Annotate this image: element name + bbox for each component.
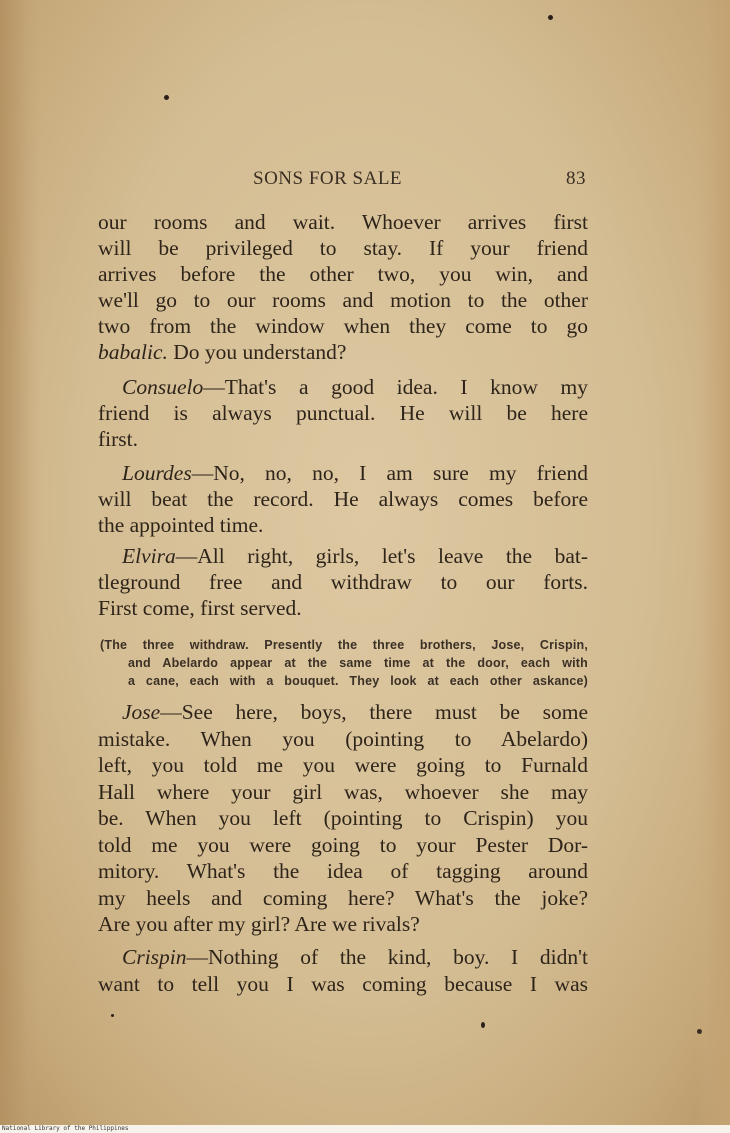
dialogue-elvira xyxy=(98,543,588,621)
ink-speck xyxy=(548,15,553,20)
text-line: Crispin—Nothing of the kind, boy. I didn't xyxy=(122,945,588,969)
ink-speck xyxy=(164,95,169,100)
text-line: told me you were going to your Pester Dor- xyxy=(98,832,588,857)
text-line: Are you after my girl? Are we rivals? xyxy=(98,912,420,936)
text-line: left, you told me you were going to Furnald xyxy=(98,753,588,777)
ink-speck xyxy=(697,1029,702,1034)
speaker-name: Crispin xyxy=(122,945,187,969)
stage-line: and Abelardo appear at the same time at the door, each with xyxy=(128,656,588,670)
text-line: tleground free and withdraw to our forts. xyxy=(98,570,588,594)
ink-speck xyxy=(481,1022,485,1028)
italic-word: babalic. xyxy=(98,340,168,364)
dialogue-lourdes xyxy=(98,460,588,538)
speaker-name: Jose xyxy=(122,700,161,724)
speaker-name: Consuelo xyxy=(122,375,204,399)
running-title: SONS FOR SALE xyxy=(253,168,403,189)
text-line: my heels and coming here? What's the joke? xyxy=(98,885,588,910)
speaker-name: Elvira xyxy=(122,544,176,568)
text-line: Consuelo—That's a good idea. I know my xyxy=(122,375,588,399)
text-line: be. When you left (pointing to Crispin) you xyxy=(98,806,588,830)
dialogue-jose xyxy=(98,699,588,938)
ink-speck xyxy=(111,1014,114,1017)
stage-line: (The three withdraw. Presently the three brothers, Jose, Crispin, xyxy=(100,638,588,652)
text-line: arrives before the other two, you win, and xyxy=(98,262,588,286)
running-header xyxy=(98,168,586,192)
text-line: will beat the record. He always comes before xyxy=(98,487,588,511)
paragraph-opening xyxy=(98,209,588,365)
stage-direction xyxy=(100,636,588,690)
dialogue-crispin xyxy=(98,944,588,997)
dialogue-consuelo xyxy=(98,374,588,452)
text-line: will be privileged to stay. If your friend xyxy=(98,236,588,260)
text-line: mitory. What's the idea of tagging around xyxy=(98,859,588,883)
text-line: first. xyxy=(98,427,139,451)
text-line: we'll go to our rooms and motion to the other xyxy=(98,288,588,312)
text-line: Jose—See here, boys, there must be some xyxy=(122,700,588,724)
text-line: Elvira—All right, girls, let's leave the bat- xyxy=(122,544,588,568)
stage-line: a cane, each with a bouquet. They look at each other askance) xyxy=(128,674,588,688)
text-line: the appointed time. xyxy=(98,513,264,537)
speaker-name: Lourdes xyxy=(122,461,192,485)
text-line: want to tell you I was coming because I was xyxy=(98,971,588,996)
text-line: friend is always punctual. He will be here xyxy=(98,401,588,425)
text-line: Lourdes—No, no, no, I am sure my friend xyxy=(122,461,588,485)
text-line: mistake. When you (pointing to Abelardo) xyxy=(98,726,588,751)
text-line: babalic. Do you understand? xyxy=(98,340,347,364)
text-line: two from the window when they come to go xyxy=(98,314,588,338)
page-number: 83 xyxy=(566,168,586,189)
text-line: Hall where your girl was, whoever she may xyxy=(98,779,588,804)
text-line: First come, first served. xyxy=(98,596,302,620)
scan-credit: National Library of the Philippines xyxy=(0,1125,730,1133)
text-line: our rooms and wait. Whoever arrives first xyxy=(98,210,588,234)
